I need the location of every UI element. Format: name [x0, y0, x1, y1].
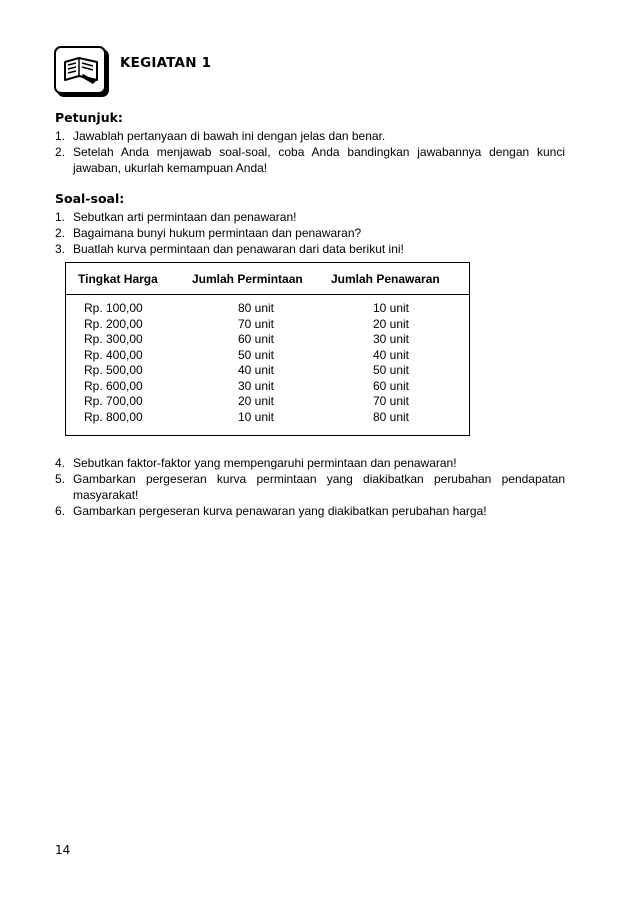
demand-cell: 20 unit — [237, 394, 275, 408]
list-item — [55, 225, 565, 241]
item-text: Gambarkan pergeseran kurva permintaan yang diakibatkan perubahan pendapatan masyarakat! — [73, 472, 565, 502]
demand-cell: 80 unit — [237, 301, 275, 315]
item-number: 3. — [55, 242, 66, 256]
demand-cell: 70 unit — [237, 316, 275, 331]
activity-title: KEGIATAN 1 — [120, 55, 212, 71]
questions-heading: Soal-soal: — [55, 191, 125, 206]
item-number: 1. — [55, 210, 66, 224]
header-divider — [66, 294, 469, 295]
item-number: 6. — [55, 504, 66, 518]
questions-list-bottom — [55, 455, 565, 519]
list-item — [55, 241, 565, 257]
table-row — [66, 410, 469, 426]
item-number: 2. — [55, 226, 66, 240]
item-text: Gambarkan pergeseran kurva penawaran yang diakibatkan perubahan harga! — [73, 504, 487, 518]
questions-list-top — [55, 209, 565, 257]
table-row — [66, 317, 469, 333]
column-header-demand: Jumlah Permintaan — [192, 272, 303, 286]
supply-cell: 60 unit — [372, 378, 410, 393]
price-cell: Rp. 200,00 — [84, 316, 143, 331]
item-number: 2. — [55, 145, 66, 159]
price-cell: Rp. 100,00 — [84, 301, 143, 315]
demand-cell: 30 unit — [237, 378, 275, 393]
instructions-heading: Petunjuk: — [55, 110, 123, 125]
price-quantity-table — [65, 262, 470, 436]
demand-cell: 40 unit — [237, 363, 275, 377]
table-row — [66, 332, 469, 348]
list-item — [55, 209, 565, 225]
list-item — [55, 503, 565, 519]
supply-cell: 70 unit — [372, 394, 410, 408]
price-cell: Rp. 300,00 — [84, 332, 143, 346]
price-cell: Rp. 800,00 — [84, 409, 143, 424]
item-text: Bagaimana bunyi hukum permintaan dan penawaran? — [73, 226, 362, 240]
supply-cell: 10 unit — [372, 301, 410, 315]
item-number: 1. — [55, 129, 66, 143]
supply-cell: 80 unit — [372, 409, 410, 424]
column-header-supply: Jumlah Penawaran — [331, 272, 440, 286]
item-text: Jawablah pertanyaan di bawah ini dengan jelas dan benar. — [73, 129, 386, 143]
price-cell: Rp. 600,00 — [84, 378, 143, 393]
page-number: 14 — [55, 843, 71, 857]
list-item — [55, 144, 565, 176]
price-cell: Rp. 500,00 — [84, 363, 143, 377]
book-with-pencil-icon — [54, 46, 106, 94]
demand-cell: 50 unit — [237, 347, 275, 362]
list-item — [55, 455, 565, 471]
table-body — [66, 301, 469, 425]
item-text: Sebutkan arti permintaan dan penawaran! — [73, 210, 297, 224]
table-row — [66, 394, 469, 410]
item-text: Buatlah kurva permintaan dan penawaran dari data berikut ini! — [73, 242, 404, 256]
item-number: 4. — [55, 456, 66, 470]
instructions-list — [55, 128, 565, 176]
list-item — [55, 128, 565, 144]
price-cell: Rp. 700,00 — [84, 394, 143, 408]
table-row — [66, 363, 469, 379]
supply-cell: 40 unit — [372, 347, 410, 362]
demand-cell: 10 unit — [237, 409, 275, 424]
item-text: Sebutkan faktor-faktor yang mempengaruhi permintaan dan penawaran! — [73, 456, 457, 470]
demand-cell: 60 unit — [237, 332, 275, 346]
column-header-price: Tingkat Harga — [78, 272, 158, 286]
supply-cell: 30 unit — [372, 332, 410, 346]
item-text: Setelah Anda menjawab soal-soal, coba Anda bandingkan jawabannya dengan kunci jawaban, ukurlah kemampuan Anda! — [73, 145, 565, 175]
supply-cell: 50 unit — [372, 363, 410, 377]
table-row — [66, 348, 469, 364]
supply-cell: 20 unit — [372, 316, 410, 331]
price-cell: Rp. 400,00 — [84, 347, 143, 362]
table-row — [66, 301, 469, 317]
table-row — [66, 379, 469, 395]
list-item — [55, 471, 565, 503]
item-number: 5. — [55, 472, 66, 486]
